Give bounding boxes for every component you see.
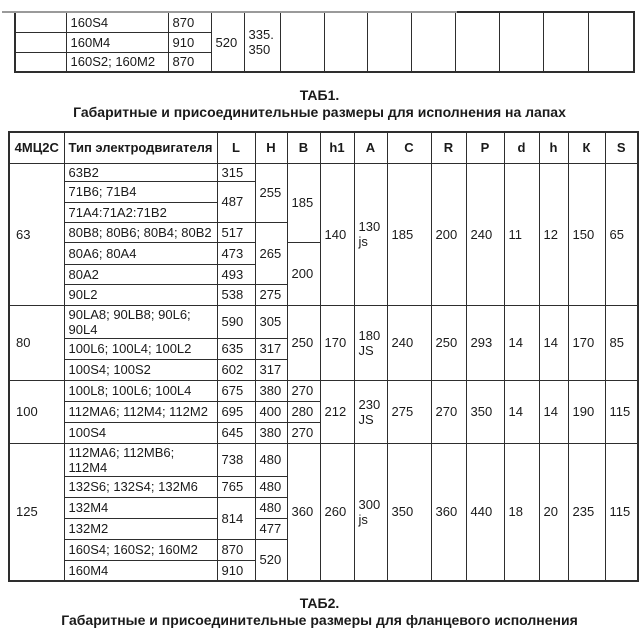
col-header-R: R bbox=[431, 132, 466, 163]
table-row bbox=[9, 305, 638, 338]
col-header-P: P bbox=[466, 132, 504, 163]
cell-motor-type: 160S2; 160M2 bbox=[66, 52, 168, 72]
cell-h: 14 bbox=[539, 380, 568, 443]
col-header-K: К bbox=[568, 132, 605, 163]
empty-cell bbox=[280, 12, 324, 72]
cell-H: 317 bbox=[255, 338, 287, 359]
cell-L: 765 bbox=[217, 476, 255, 497]
cell-H: 480 bbox=[255, 497, 287, 518]
empty-cell bbox=[543, 12, 588, 72]
cell-d: 18 bbox=[504, 443, 539, 581]
cell-dimension-l: 910 bbox=[168, 32, 211, 52]
cell-B: 270 bbox=[287, 380, 320, 401]
col-header-S: S bbox=[605, 132, 638, 163]
cell-C: 240 bbox=[387, 305, 431, 380]
cell-L: 635 bbox=[217, 338, 255, 359]
cell-L: 738 bbox=[217, 443, 255, 476]
cell-B: 360 bbox=[287, 443, 320, 581]
cell-h: 14 bbox=[539, 305, 568, 380]
col-header-h1: h1 bbox=[320, 132, 354, 163]
cell-motor-type: 100L6; 100L4; 100L2 bbox=[64, 338, 217, 359]
cell-dimension-b-line1: 335. bbox=[248, 27, 274, 42]
cell-H: 380 bbox=[255, 422, 287, 443]
cell-motor-type: 63B2 bbox=[64, 163, 217, 181]
upper-table bbox=[14, 11, 635, 73]
cell-C: 275 bbox=[387, 380, 431, 443]
col-header-h: h bbox=[539, 132, 568, 163]
cell-R: 200 bbox=[431, 163, 466, 305]
col-header-L: L bbox=[217, 132, 255, 163]
cell-L: 473 bbox=[217, 242, 255, 264]
main-table bbox=[8, 131, 639, 582]
cell-B: 250 bbox=[287, 305, 320, 380]
cell-L: 870 bbox=[217, 539, 255, 560]
cell-A: 230JS bbox=[354, 380, 387, 443]
cell-H: 400 bbox=[255, 401, 287, 422]
tab2-caption-title: ТАБ2. bbox=[299, 595, 340, 611]
cell-H: 477 bbox=[255, 518, 287, 539]
cell-B: 185 bbox=[287, 163, 320, 242]
cell-motor-type: 160S4 bbox=[66, 12, 168, 32]
cell-H: 480 bbox=[255, 476, 287, 497]
cell-R: 360 bbox=[431, 443, 466, 581]
cell-motor-type: 160M4 bbox=[66, 32, 168, 52]
col-header-d: d bbox=[504, 132, 539, 163]
cell-L: 910 bbox=[217, 560, 255, 581]
empty-cell bbox=[15, 12, 66, 32]
cell-motor-type: 80B8; 80B6; 80B4; 80B2 bbox=[64, 222, 217, 242]
cell-B: 280 bbox=[287, 401, 320, 422]
cell-H: 480 bbox=[255, 443, 287, 476]
tab1-caption-subtitle: Габаритные и присоединительные размеры для исполнения на лапах bbox=[73, 104, 566, 120]
col-header-A: A bbox=[354, 132, 387, 163]
cell-L: 517 bbox=[217, 222, 255, 242]
table-row bbox=[9, 380, 638, 401]
cell-L: 675 bbox=[217, 380, 255, 401]
cell-B: 270 bbox=[287, 422, 320, 443]
col-header-motor-type: Тип электродвигателя bbox=[64, 132, 217, 163]
cell-L: 602 bbox=[217, 359, 255, 380]
empty-cell bbox=[367, 12, 411, 72]
cell-dimension-b bbox=[244, 12, 280, 72]
cell-h: 12 bbox=[539, 163, 568, 305]
tab1-caption bbox=[0, 87, 639, 121]
cell-P: 350 bbox=[466, 380, 504, 443]
cell-d: 11 bbox=[504, 163, 539, 305]
cell-motor-type: 132M2 bbox=[64, 518, 217, 539]
cell-motor-type: 160S4; 160S2; 160M2 bbox=[64, 539, 217, 560]
cell-group-label: 63 bbox=[9, 163, 64, 305]
table-row bbox=[9, 443, 638, 476]
cell-K: 235 bbox=[568, 443, 605, 581]
cell-dimension-l: 870 bbox=[168, 52, 211, 72]
cell-motor-type: 132M4 bbox=[64, 497, 217, 518]
cell-C: 185 bbox=[387, 163, 431, 305]
empty-cell bbox=[499, 12, 543, 72]
cell-R: 270 bbox=[431, 380, 466, 443]
cell-S: 65 bbox=[605, 163, 638, 305]
cell-L: 315 bbox=[217, 163, 255, 181]
cell-H: 380 bbox=[255, 380, 287, 401]
cell-L: 538 bbox=[217, 284, 255, 305]
cell-L: 487 bbox=[217, 181, 255, 222]
cell-A: 180JS bbox=[354, 305, 387, 380]
cell-group-label: 125 bbox=[9, 443, 64, 581]
cell-d: 14 bbox=[504, 305, 539, 380]
cell-A: 300js bbox=[354, 443, 387, 581]
col-header-H: H bbox=[255, 132, 287, 163]
cell-motor-type: 90L2 bbox=[64, 284, 217, 305]
cell-motor-type: 100S4 bbox=[64, 422, 217, 443]
tab2-caption-subtitle: Габаритные и присоединительные размеры для фланцевого исполнения bbox=[61, 612, 578, 628]
cell-d: 14 bbox=[504, 380, 539, 443]
empty-cell bbox=[588, 12, 634, 72]
cell-L: 814 bbox=[217, 497, 255, 539]
cell-h1: 140 bbox=[320, 163, 354, 305]
cell-C: 350 bbox=[387, 443, 431, 581]
cell-K: 150 bbox=[568, 163, 605, 305]
cell-dimension-l: 870 bbox=[168, 12, 211, 32]
cell-motor-type: 80A6; 80A4 bbox=[64, 242, 217, 264]
cell-H: 275 bbox=[255, 284, 287, 305]
col-header-B: B bbox=[287, 132, 320, 163]
cell-L: 493 bbox=[217, 264, 255, 284]
cell-K: 190 bbox=[568, 380, 605, 443]
table-row bbox=[15, 12, 634, 32]
cell-S: 85 bbox=[605, 305, 638, 380]
cell-H: 305 bbox=[255, 305, 287, 338]
cell-H: 317 bbox=[255, 359, 287, 380]
cell-h: 20 bbox=[539, 443, 568, 581]
empty-cell bbox=[15, 52, 66, 72]
cell-motor-type: 80A2 bbox=[64, 264, 217, 284]
cell-motor-type: 112MA6; 112M4; 112M2 bbox=[64, 401, 217, 422]
cell-H: 255 bbox=[255, 163, 287, 222]
cell-h1: 212 bbox=[320, 380, 354, 443]
empty-cell bbox=[411, 12, 455, 72]
cell-motor-type: 160M4 bbox=[64, 560, 217, 581]
cell-P: 293 bbox=[466, 305, 504, 380]
cell-motor-type: 100S4; 100S2 bbox=[64, 359, 217, 380]
cell-group-label: 80 bbox=[9, 305, 64, 380]
cell-h1: 260 bbox=[320, 443, 354, 581]
cell-motor-type: 71A4:71A2:71B2 bbox=[64, 202, 217, 222]
cell-motor-type: 71B6; 71B4 bbox=[64, 181, 217, 202]
cell-B: 200 bbox=[287, 242, 320, 305]
cell-group-label: 100 bbox=[9, 380, 64, 443]
tab2-caption bbox=[0, 595, 639, 629]
cell-A: 130js bbox=[354, 163, 387, 305]
table-row bbox=[9, 163, 638, 181]
cell-K: 170 bbox=[568, 305, 605, 380]
empty-cell bbox=[324, 12, 367, 72]
cell-motor-type: 100L8; 100L6; 100L4 bbox=[64, 380, 217, 401]
cell-dimension-h: 520 bbox=[211, 12, 244, 72]
cell-P: 440 bbox=[466, 443, 504, 581]
cell-h1: 170 bbox=[320, 305, 354, 380]
empty-cell bbox=[15, 32, 66, 52]
cell-R: 250 bbox=[431, 305, 466, 380]
page-edge-artifact bbox=[2, 11, 457, 13]
cell-S: 115 bbox=[605, 380, 638, 443]
col-header-series: 4МЦ2С bbox=[9, 132, 64, 163]
tab1-caption-title: ТАБ1. bbox=[299, 87, 340, 103]
col-header-C: C bbox=[387, 132, 431, 163]
cell-motor-type: 112MA6; 112MB6; 112M4 bbox=[64, 443, 217, 476]
header-row bbox=[9, 132, 638, 163]
cell-H: 520 bbox=[255, 539, 287, 581]
cell-L: 590 bbox=[217, 305, 255, 338]
cell-P: 240 bbox=[466, 163, 504, 305]
cell-L: 645 bbox=[217, 422, 255, 443]
cell-motor-type: 90LA8; 90LB8; 90L6; 90L4 bbox=[64, 305, 217, 338]
cell-L: 695 bbox=[217, 401, 255, 422]
cell-H: 265 bbox=[255, 222, 287, 284]
cell-S: 115 bbox=[605, 443, 638, 581]
empty-cell bbox=[455, 12, 499, 72]
cell-motor-type: 132S6; 132S4; 132M6 bbox=[64, 476, 217, 497]
cell-dimension-b-line2: 350 bbox=[248, 42, 271, 57]
